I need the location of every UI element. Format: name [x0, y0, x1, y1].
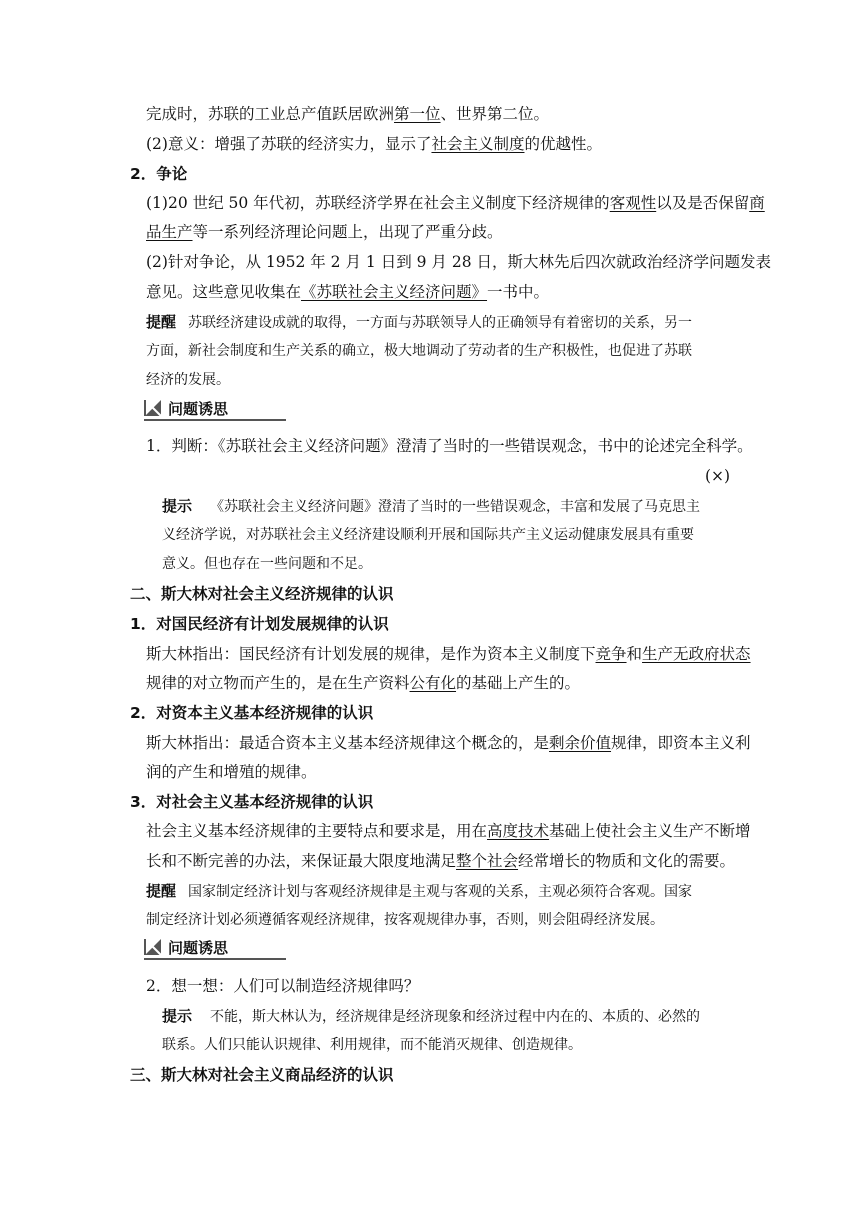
text: 《苏联社会主义经济问题》澄清了当时的一些错误观念，丰富和发展了马克思主 [210, 499, 701, 515]
hint-note-line: 意义。但也存在一些问题和不足。 [162, 556, 372, 572]
hint-tag: 提示 [162, 497, 193, 515]
underlined-term: 整个社会 [456, 852, 519, 870]
paragraph-line [146, 851, 735, 871]
text: 斯大林指出：国民经济有计划发展的规律，是作为资本主义制度下 [146, 645, 596, 663]
reminder-note [146, 312, 692, 333]
paragraph-line [146, 193, 765, 213]
section-heading: 二、斯大林对社会主义经济规律的认识 [130, 585, 394, 603]
text: 国家制定经济计划与客观经济规律是主观与客观的关系，主观必须符合客观。国家 [188, 884, 693, 900]
text: 等一系列经济理论问题上，出现了严重分歧。 [192, 223, 503, 241]
text: 基础上使社会主义生产不断增 [549, 822, 751, 840]
text: 的优越性。 [524, 135, 602, 153]
underlined-term: 高度技术 [487, 822, 550, 840]
paragraph-line [146, 673, 580, 693]
question-banner [144, 397, 286, 421]
text: 一书中。 [487, 283, 550, 301]
hint-note-line: 义经济学说，对苏联社会主义经济建设顺利开展和国际共产主义运动健康发展具有重要 [162, 527, 694, 543]
underlined-term: 《苏联社会主义经济问题》 [301, 283, 488, 301]
text: 规律的对立物而产生的，是在生产资料 [146, 674, 410, 692]
paragraph-line [146, 282, 549, 302]
text: 以及是否保留 [656, 194, 750, 212]
paragraph-line: (2)针对争论，从 1952 年 2 月 1 日到 9 月 28 日，斯大林先后四次就政治经济学问题发表 [146, 253, 771, 271]
text: 规律，即资本主义利 [611, 734, 751, 752]
underlined-term: 第一位 [394, 105, 441, 123]
paragraph-line [146, 134, 602, 154]
paragraph-line [146, 104, 549, 124]
underlined-term: 竞争 [595, 645, 627, 663]
section-subheading: 3．对社会主义基本经济规律的认识 [130, 793, 374, 811]
banner-label: 问题诱思 [168, 939, 229, 957]
reminder-tag: 提醒 [146, 882, 177, 900]
reminder-note-line: 方面，新社会制度和生产关系的确立，极大地调动了劳动者的生产积极性，也促进了苏联 [146, 343, 692, 359]
text: (1)20 世纪 50 年代初，苏联经济学界在社会主义制度下经济规律的 [146, 194, 610, 212]
text: 的基础上产生的。 [456, 674, 581, 692]
paragraph-line: 润的产生和增殖的规律。 [146, 763, 317, 781]
paragraph-line [146, 733, 751, 753]
text: 经常增长的物质和文化的需要。 [518, 852, 736, 870]
text: 、世界第二位。 [440, 105, 550, 123]
underlined-term: 商 [749, 194, 765, 212]
underlined-term: 生产无政府状态 [642, 645, 751, 663]
underlined-term: 剩余价值 [549, 734, 612, 752]
text: 苏联经济建设成就的取得，一方面与苏联领导人的正确领导有着密切的关系，另一 [188, 315, 693, 331]
corner-arrow-icon [144, 938, 162, 956]
text: 不能，斯大林认为，经济规律是经济现象和经济过程中内在的、本质的、必然的 [210, 1009, 701, 1025]
underlined-term: 公有化 [409, 674, 457, 692]
underlined-term: 社会主义制度 [431, 135, 525, 153]
hint-tag: 提示 [162, 1007, 193, 1025]
paragraph-line [146, 644, 751, 664]
section-subheading: 1．对国民经济有计划发展规律的认识 [130, 615, 389, 633]
text: 长和不断完善的办法，来保证最大限度地满足 [146, 852, 457, 870]
underlined-term: 客观性 [609, 194, 657, 212]
banner-rule [144, 419, 286, 421]
section-subheading: 2．对资本主义基本经济规律的认识 [130, 704, 374, 722]
hint-note [162, 1006, 700, 1027]
question-line: 1．判断：《苏联社会主义经济问题》澄清了当时的一些错误观念，书中的论述完全科学。 [146, 437, 753, 455]
corner-arrow-icon [144, 399, 162, 417]
answer-mark: (×) [705, 467, 731, 485]
question-banner [144, 936, 286, 960]
text: 和 [626, 645, 643, 663]
question-line: 2．想一想：人们可以制造经济规律吗？ [146, 977, 420, 995]
section-subheading: 2．争论 [130, 165, 188, 183]
text: 斯大林指出：最适合资本主义基本经济规律这个概念的，是 [146, 734, 550, 752]
reminder-note [146, 881, 692, 902]
banner-label: 问题诱思 [168, 400, 229, 418]
paragraph-line [146, 821, 751, 841]
reminder-note-line: 经济的发展。 [146, 372, 230, 388]
paragraph-line [146, 222, 503, 242]
section-heading: 三、斯大林对社会主义商品经济的认识 [130, 1066, 394, 1084]
reminder-tag: 提醒 [146, 313, 177, 331]
reminder-note-line: 制定经济计划必须遵循客观经济规律，按客观规律办事，否则，则会阻碍经济发展。 [146, 912, 664, 928]
hint-note [162, 496, 700, 517]
text: (2)意义：增强了苏联的经济实力，显示了 [146, 135, 432, 153]
text: 社会主义基本经济规律的主要特点和要求是，用在 [146, 822, 488, 840]
banner-rule [144, 958, 286, 960]
text: 完成时，苏联的工业总产值跃居欧洲 [146, 105, 395, 123]
hint-note-line: 联系。人们只能认识规律、利用规律，而不能消灭规律、创造规律。 [162, 1037, 582, 1053]
underlined-term: 品生产 [146, 223, 193, 241]
text: 意见。这些意见收集在 [146, 283, 302, 301]
